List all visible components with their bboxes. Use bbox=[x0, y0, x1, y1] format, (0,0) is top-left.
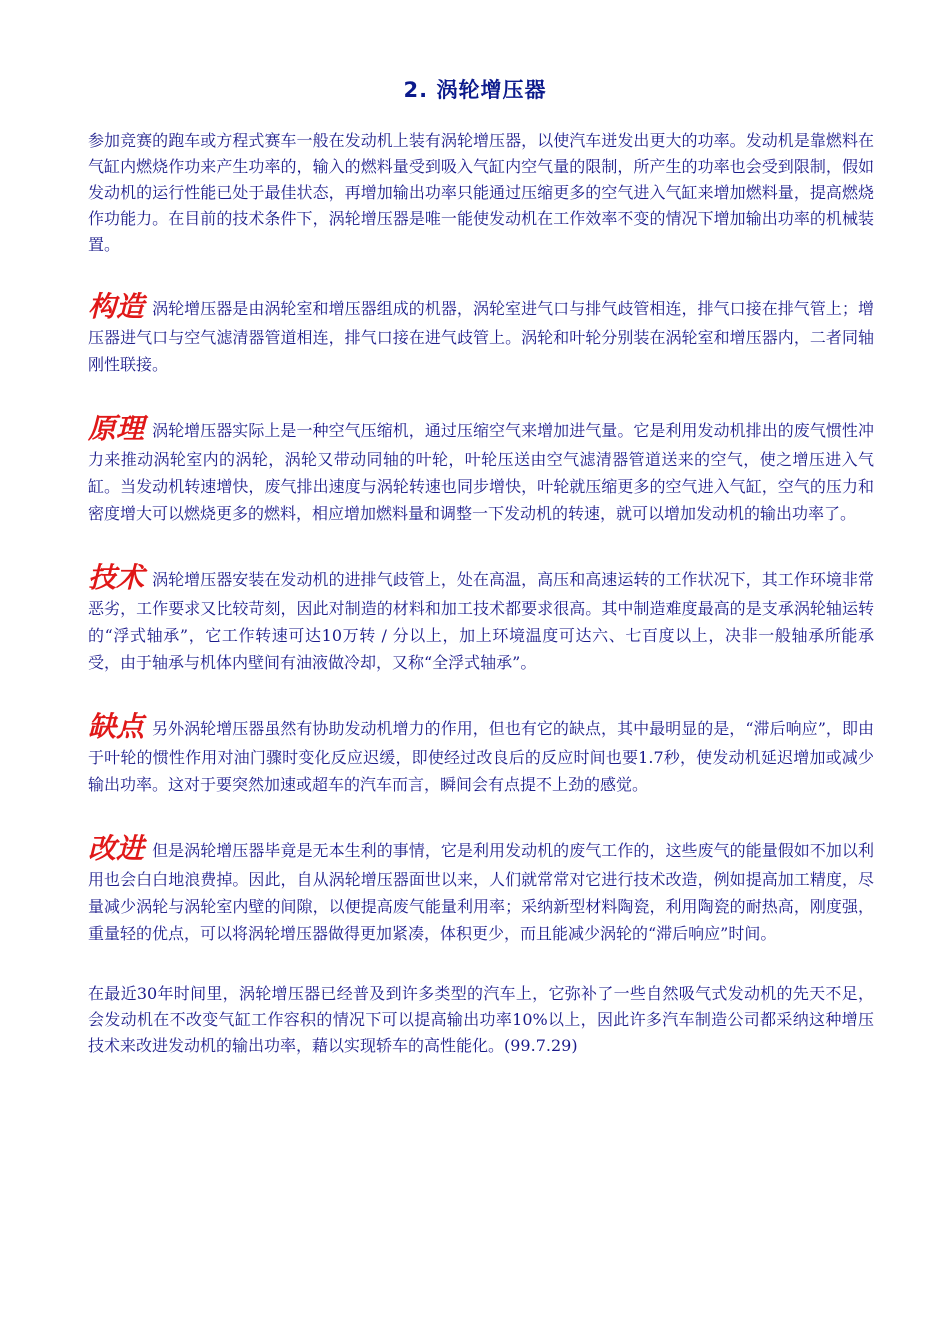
section-drawbacks bbox=[88, 710, 874, 798]
section-text: 涡轮增压器安装在发动机的进排气歧管上，处在高温，高压和高速运转的工作状况下，其工作环境非常恶劣，工作要求又比较苛刻，因此对制造的材料和加工技术都要求很高。其中制造难度最高的是支承涡轮轴运转的“浮式轴承”，它工作转速可达10万转 / 分以上，加上环境温度可达六、七百度以上，决非一般轴承所能承受，由于轴承与机体内壁间有油液做冷却，又称“全浮式轴承”。 bbox=[88, 570, 874, 672]
section-heading: 原理 bbox=[88, 412, 145, 445]
closing-paragraph: 在最近30年时间里，涡轮增压器已经普及到许多类型的汽车上，它弥补了一些自然吸气式发动机的先天不足，会发动机在不改变气缸工作容积的情况下可以提高输出功率10%以上，因此许多汽车制造公司都采纳这种增压技术来改进发动机的输出功率，藉以实现轿车的高性能化。(99.7.29) bbox=[88, 984, 874, 1055]
section-heading: 构造 bbox=[88, 290, 145, 323]
section-structure bbox=[88, 290, 874, 378]
section-heading: 改进 bbox=[88, 832, 145, 865]
section-improvements bbox=[88, 832, 874, 947]
section-technology bbox=[88, 561, 874, 676]
section-text: 另外涡轮增压器虽然有协助发动机增力的作用，但也有它的缺点，其中最明显的是，“滞后响应”，即由于叶轮的惯性作用对油门骤时变化反应迟缓，即使经过改良后的反应时间也要1.7秒，使发动机延迟增加或减少输出功率。这对于要突然加速或超车的汽车而言，瞬间会有点提不上劲的感觉。 bbox=[88, 719, 874, 794]
section-principle bbox=[88, 412, 874, 527]
section-text: 涡轮增压器是由涡轮室和增压器组成的机器，涡轮室进气口与排气歧管相连，排气口接在排气管上；增压器进气口与空气滤清器管道相连，排气口接在进气歧管上。涡轮和叶轮分别装在涡轮室和增压器内，二者同轴刚性联接。 bbox=[88, 299, 874, 374]
document-body bbox=[88, 128, 874, 1059]
intro-paragraph: 参加竞赛的跑车或方程式赛车一般在发动机上装有涡轮增压器，以使汽车迸发出更大的功率。发动机是靠燃料在气缸内燃烧作功来产生功率的，输入的燃料量受到吸入气缸内空气量的限制，所产生的功率也会受到限制，假如发动机的运行性能已处于最佳状态，再增加输出功率只能通过压缩更多的空气进入气缸来增加燃料量，提高燃烧作功能力。在目前的技术条件下，涡轮增压器是唯一能使发动机在工作效率不变的情况下增加输出功率的机械装置。 bbox=[88, 131, 874, 254]
section-text: 涡轮增压器实际上是一种空气压缩机，通过压缩空气来增加进气量。它是利用发动机排出的废气惯性冲力来推动涡轮室内的涡轮，涡轮又带动同轴的叶轮，叶轮压送由空气滤清器管道送来的空气，使之增压进入气缸。当发动机转速增快，废气排出速度与涡轮转速也同步增快，叶轮就压缩更多的空气进入气缸，空气的压力和密度增大可以燃烧更多的燃料，相应增加燃料量和调整一下发动机的转速，就可以增加发动机的输出功率了。 bbox=[88, 421, 874, 523]
section-heading: 技术 bbox=[88, 561, 145, 594]
section-heading: 缺点 bbox=[88, 710, 145, 743]
page-title: 2. 涡轮增压器 bbox=[403, 78, 547, 102]
section-text: 但是涡轮增压器毕竟是无本生利的事情，它是利用发动机的废气工作的，这些废气的能量假如不加以利用也会白白地浪费掉。因此，自从涡轮增压器面世以来，人们就常常对它进行技术改造，例如提高加工精度，尽量减少涡轮与涡轮室内壁的间隙，以便提高废气能量利用率；采纳新型材料陶瓷，利用陶瓷的耐热高，刚度强，重量轻的优点，可以将涡轮增压器做得更加紧凑，体积更少，而且能减少涡轮的“滞后响应”时间。 bbox=[88, 841, 874, 943]
